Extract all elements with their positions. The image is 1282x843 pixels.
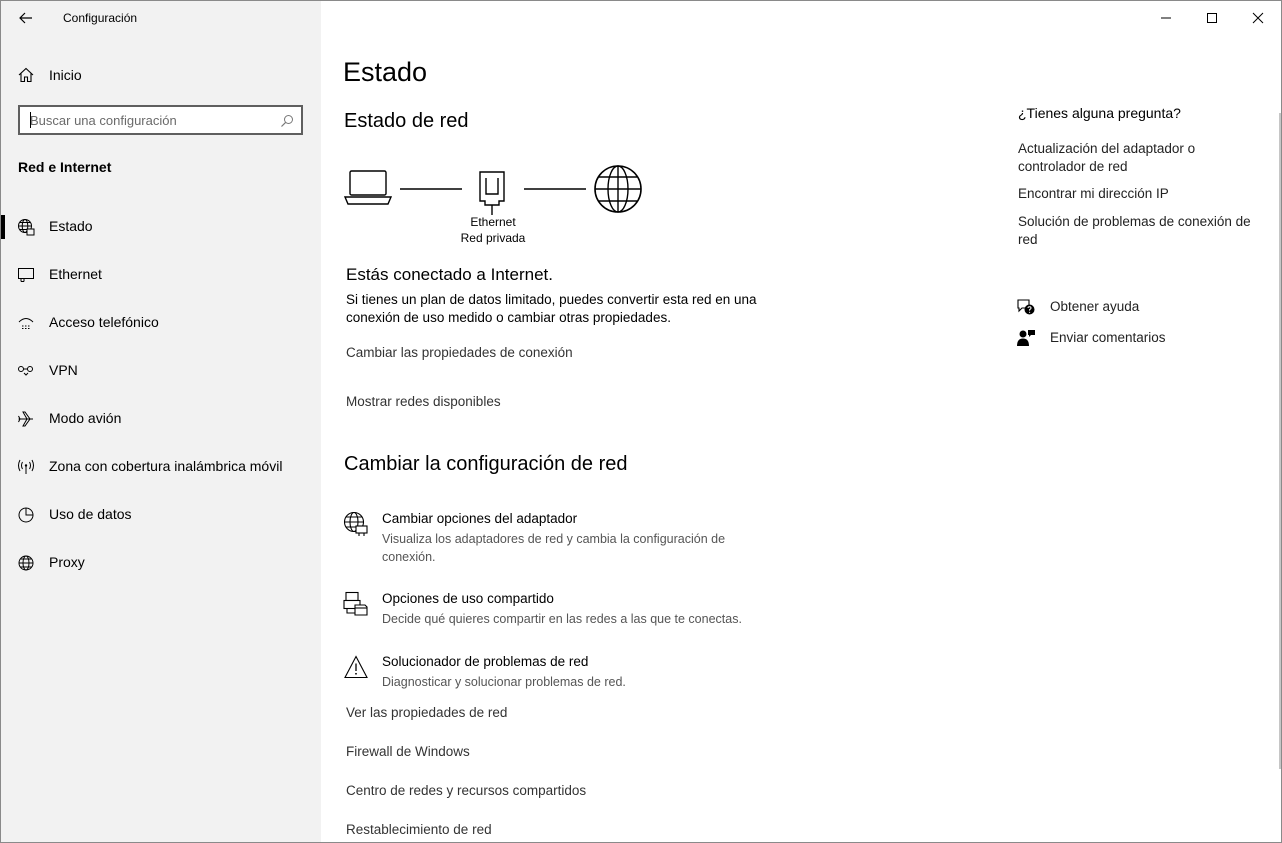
sidebar-item-label: VPN — [49, 362, 78, 378]
view-network-properties-link[interactable]: Ver las propiedades de red — [346, 705, 508, 720]
sidebar-item-acceso-telefonico[interactable] — [1, 303, 321, 343]
close-icon — [1252, 12, 1264, 24]
sidebar-item-label: Uso de datos — [49, 506, 132, 522]
send-feedback-label: Enviar comentarios — [1050, 330, 1166, 345]
vpn-icon — [17, 362, 35, 380]
nav-home-label: Inicio — [49, 67, 82, 83]
sidebar-item-uso-datos[interactable] — [1, 495, 321, 535]
globe-icon — [17, 554, 35, 572]
connection-status: Estás conectado a Internet. — [346, 265, 553, 284]
search-input[interactable] — [30, 111, 270, 129]
change-connection-properties-link[interactable]: Cambiar las propiedades de conexión — [346, 345, 573, 360]
close-button[interactable] — [1235, 1, 1281, 33]
network-sharing-center-link[interactable]: Centro de redes y recursos compartidos — [346, 783, 587, 798]
dialup-icon — [17, 314, 35, 332]
sharing-icon — [343, 591, 369, 617]
minimize-button[interactable] — [1143, 1, 1189, 33]
windows-firewall-link[interactable]: Firewall de Windows — [346, 744, 470, 759]
questions-title: ¿Tienes alguna pregunta? — [1018, 105, 1181, 121]
ethernet-icon — [17, 266, 35, 284]
sidebar-item-label: Acceso telefónico — [49, 314, 159, 330]
option-title: Opciones de uso compartido — [382, 591, 554, 606]
sidebar-item-modo-avion[interactable] — [1, 399, 321, 439]
scrollbar[interactable] — [1279, 113, 1281, 769]
show-available-networks-link[interactable]: Mostrar redes disponibles — [346, 394, 501, 409]
network-type-label: Red privada — [460, 231, 526, 245]
network-diagram — [343, 161, 673, 221]
send-feedback-link[interactable] — [1016, 328, 1256, 350]
airplane-icon — [17, 410, 35, 428]
back-arrow-icon — [15, 7, 37, 29]
sidebar-item-proxy[interactable] — [1, 543, 321, 583]
network-status-title: Estado de red — [344, 110, 469, 132]
help-chat-icon — [1016, 297, 1036, 317]
adapter-icon — [343, 511, 369, 537]
data-usage-icon — [17, 506, 35, 524]
sidebar-item-vpn[interactable] — [1, 351, 321, 391]
change-network-settings-title: Cambiar la configuración de red — [344, 453, 628, 475]
option-title: Solucionador de problemas de red — [382, 654, 589, 669]
laptop-icon — [345, 171, 391, 204]
network-troubleshooter-option[interactable] — [343, 654, 863, 694]
search-icon[interactable] — [280, 114, 294, 128]
feedback-icon — [1016, 328, 1036, 348]
get-help-label: Obtener ayuda — [1050, 299, 1140, 314]
find-ip-link[interactable]: Encontrar mi dirección IP — [1018, 186, 1169, 201]
sidebar-item-estado[interactable] — [1, 207, 321, 247]
sidebar-item-label: Proxy — [49, 554, 85, 570]
maximize-icon — [1206, 12, 1218, 24]
adapter-options-option[interactable] — [343, 511, 863, 565]
sidebar — [1, 1, 321, 842]
option-title: Cambiar opciones del adaptador — [382, 511, 578, 526]
sidebar-item-label: Ethernet — [49, 266, 102, 282]
globe-network-icon — [17, 218, 35, 236]
app-title: Configuración — [63, 11, 138, 25]
sidebar-item-label: Modo avión — [49, 410, 122, 426]
sidebar-item-label: Estado — [49, 218, 93, 234]
sidebar-item-zona-cobertura[interactable] — [1, 447, 321, 487]
internet-globe-icon — [595, 166, 641, 212]
minimize-icon — [1160, 12, 1172, 24]
option-description: Visualiza los adaptadores de red y cambia la configuración de conexión. — [382, 532, 726, 564]
maximize-button[interactable] — [1189, 1, 1235, 33]
option-description: Diagnosticar y solucionar problemas de red. — [382, 675, 626, 689]
main-content — [321, 1, 1281, 842]
sharing-options-option[interactable] — [343, 591, 863, 631]
troubleshoot-connection-link[interactable]: Solución de problemas de conexión de red — [1018, 214, 1251, 247]
search-box[interactable] — [18, 105, 303, 135]
get-help-link[interactable] — [1016, 297, 1256, 319]
section-title: Red e Internet — [18, 159, 112, 175]
option-description: Decide qué quieres compartir en las redes a las que te conectas. — [382, 612, 742, 626]
nav-home[interactable] — [1, 59, 321, 91]
ethernet-port-icon — [480, 172, 504, 215]
sidebar-item-label: Zona con cobertura inalámbrica móvil — [49, 458, 283, 474]
adapter-label: Ethernet — [470, 215, 516, 229]
sidebar-item-ethernet[interactable] — [1, 255, 321, 295]
hotspot-icon — [17, 458, 35, 476]
back-button[interactable] — [15, 7, 37, 29]
network-reset-link[interactable]: Restablecimiento de red — [346, 822, 492, 837]
home-icon — [17, 66, 35, 84]
adapter-update-link[interactable]: Actualización del adaptador o controlador de red — [1018, 141, 1196, 174]
page-title: Estado — [343, 57, 428, 87]
metered-description: Si tienes un plan de datos limitado, puedes convertir esta red en una conexión de uso medido o cambiar otras propiedades. — [346, 292, 757, 325]
text-caret — [30, 112, 31, 128]
warning-icon — [343, 654, 369, 680]
